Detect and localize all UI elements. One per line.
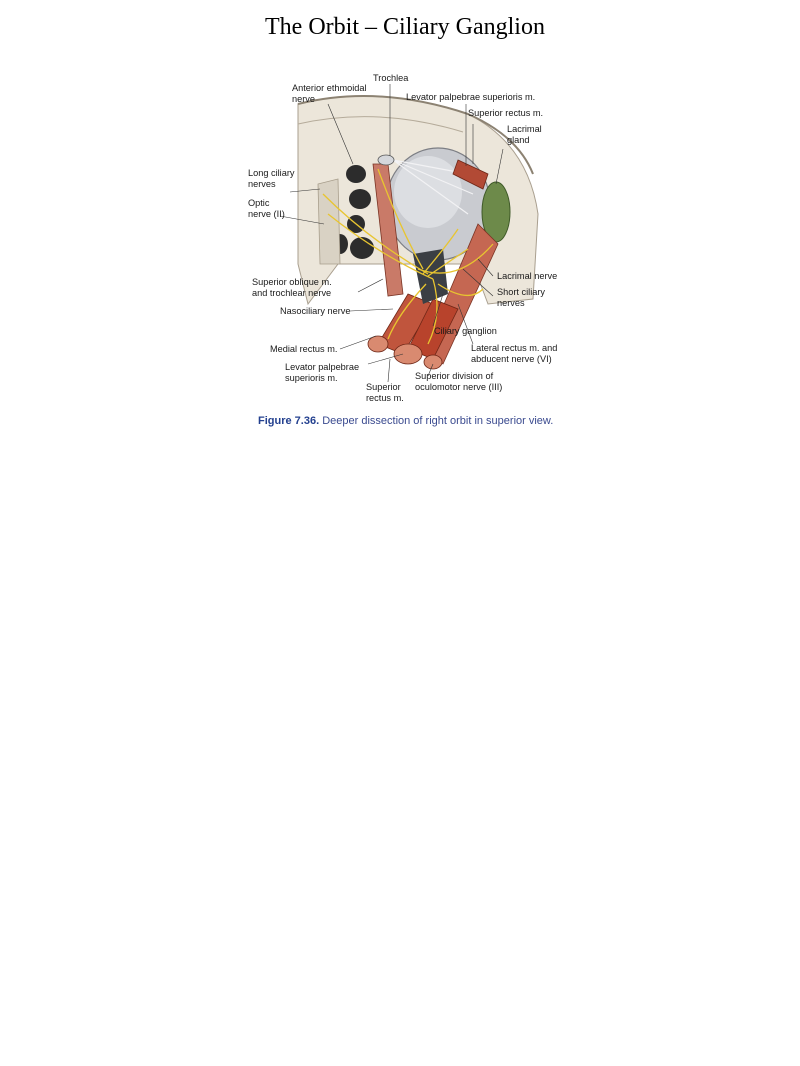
figure-caption-text: Deeper dissection of right orbit in superior view. [319,415,554,427]
label-optic-nerve: Optic nerve (II) [248,198,285,219]
label-levator-palpebrae-superioris-top: Levator palpebrae superioris m. [406,92,536,102]
label-superior-rectus-bottom: Superior rectus m. [366,382,404,403]
orbit-anatomy-figure [228,64,580,444]
figure-caption [258,415,553,427]
label-long-ciliary-nerves: Long ciliary nerves [248,168,295,189]
label-ciliary-ganglion: Ciliary ganglion [434,326,497,336]
label-superior-oblique: Superior oblique m. and trochlear nerve [252,277,332,298]
label-lacrimal-nerve: Lacrimal nerve [497,271,558,281]
figure-caption-number: Figure 7.36. [258,415,320,427]
label-medial-rectus: Medial rectus m. [270,344,338,354]
label-levator-palpebrae-superioris-bottom: Levator palpebrae superioris m. [285,362,360,383]
page-title: The Orbit – Ciliary Ganglion [265,14,545,40]
label-nasociliary-nerve: Nasociliary nerve [280,306,351,316]
label-anterior-ethmoidal-nerve: Anterior ethmoidal nerve [292,83,367,104]
label-superior-rectus-top: Superior rectus m. [468,108,544,118]
label-lateral-rectus: Lateral rectus m. and abducent nerve (VI) [471,343,558,364]
label-superior-division-oculomotor: Superior division of oculomotor nerve (III) [415,371,503,392]
label-short-ciliary-nerves: Short ciliary nerves [497,287,545,308]
orbit-dissection-illustration [228,64,580,444]
label-lacrimal-gland: Lacrimal gland [507,124,542,145]
label-trochlea: Trochlea [373,73,409,83]
